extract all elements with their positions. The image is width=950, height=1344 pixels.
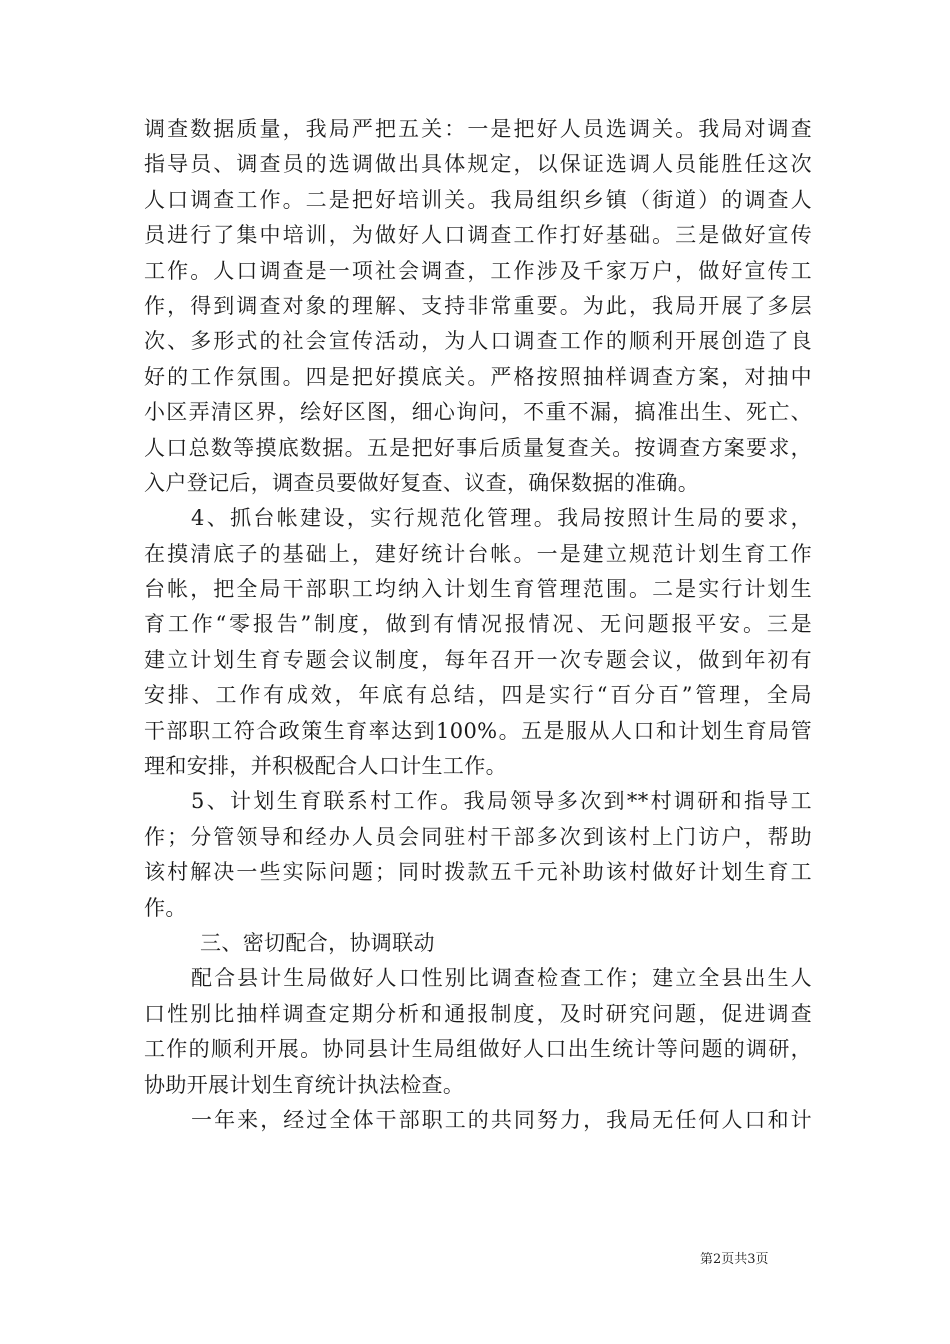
text-line-26: 口性别比抽样调查定期分析和通报制度，及时研究问题，促进调查: [144, 1001, 812, 1026]
text-line-28: 协助开展计划生育统计执法检查。: [144, 1072, 465, 1097]
text-line-22: 该村解决一些实际问题；同时拨款五千元补助该村做好计划生育工: [144, 860, 812, 885]
section-5-heading-line: 5、计划生育联系村工作。我局领导多次到**村调研和指导工: [191, 789, 812, 814]
text-line-18: 干部职工符合政策生育率达到100%。五是服从人口和计划生育局管: [144, 718, 812, 743]
text-line-13: 在摸清底子的基础上，建好统计台帐。一是建立规范计划生育工作: [144, 541, 812, 566]
text-line-2: 指导员、调查员的选调做出具体规定，以保证选调人员能胜任这次: [144, 152, 812, 177]
text-line-3: 人口调查工作。二是把好培训关。我局组织乡镇（街道）的调查人: [144, 187, 812, 212]
text-line-1: 调查数据质量，我局严把五关：一是把好人员选调关。我局对调查: [144, 117, 812, 141]
text-line-9: 小区弄清区界，绘好区图，细心询问，不重不漏，搞准出生、死亡、: [144, 400, 812, 425]
section-3-heading: 三、密切配合，协调联动: [200, 930, 435, 955]
document-body: [144, 112, 812, 1138]
text-line-7: 次、多形式的社会宣传活动，为人口调查工作的顺利开展创造了良: [144, 329, 812, 354]
text-line-14: 台帐，把全局干部职工均纳入计划生育管理范围。二是实行计划生: [144, 577, 812, 602]
text-line-4: 员进行了集中培训，为做好人口调查工作打好基础。三是做好宣传: [144, 223, 812, 248]
text-line-21: 作；分管领导和经办人员会同驻村干部多次到该村上门访户，帮助: [144, 824, 812, 849]
text-line-16: 建立计划生育专题会议制度，每年召开一次专题会议，做到年初有: [144, 647, 812, 672]
text-line-8: 好的工作氛围。四是把好摸底关。严格按照抽样调查方案，对抽中: [144, 364, 812, 389]
text-line-19: 理和安排，并积极配合人口计生工作。: [144, 754, 507, 779]
text-line-23: 作。: [144, 895, 187, 920]
page-number-footer: 第2页共3页: [700, 1252, 769, 1267]
text-line-17: 安排、工作有成效，年底有总结，四是实行“百分百”管理，全局: [144, 683, 812, 708]
text-line-10: 人口总数等摸底数据。五是把好事后质量复查关。按调查方案要求，: [144, 435, 812, 460]
text-line-11: 入户登记后，调查员要做好复查、议查，确保数据的准确。: [144, 470, 700, 495]
text-line-29: 一年来，经过全体干部职工的共同努力，我局无任何人口和计: [191, 1107, 812, 1132]
text-line-5: 工作。人口调查是一项社会调查，工作涉及千家万户，做好宣传工: [144, 258, 812, 283]
text-line-27: 工作的顺利开展。协同县计生局组做好人口出生统计等问题的调研，: [144, 1037, 812, 1062]
text-line-25: 配合县计生局做好人口性别比调查检查工作；建立全县出生人: [191, 966, 812, 991]
text-line-15: 育工作“零报告”制度，做到有情况报情况、无问题报平安。三是: [144, 612, 812, 637]
section-4-heading-line: 4、抓台帐建设，实行规范化管理。我局按照计生局的要求，: [191, 506, 812, 531]
text-line-6: 作，得到调查对象的理解、支持非常重要。为此，我局开展了多层: [144, 293, 812, 318]
